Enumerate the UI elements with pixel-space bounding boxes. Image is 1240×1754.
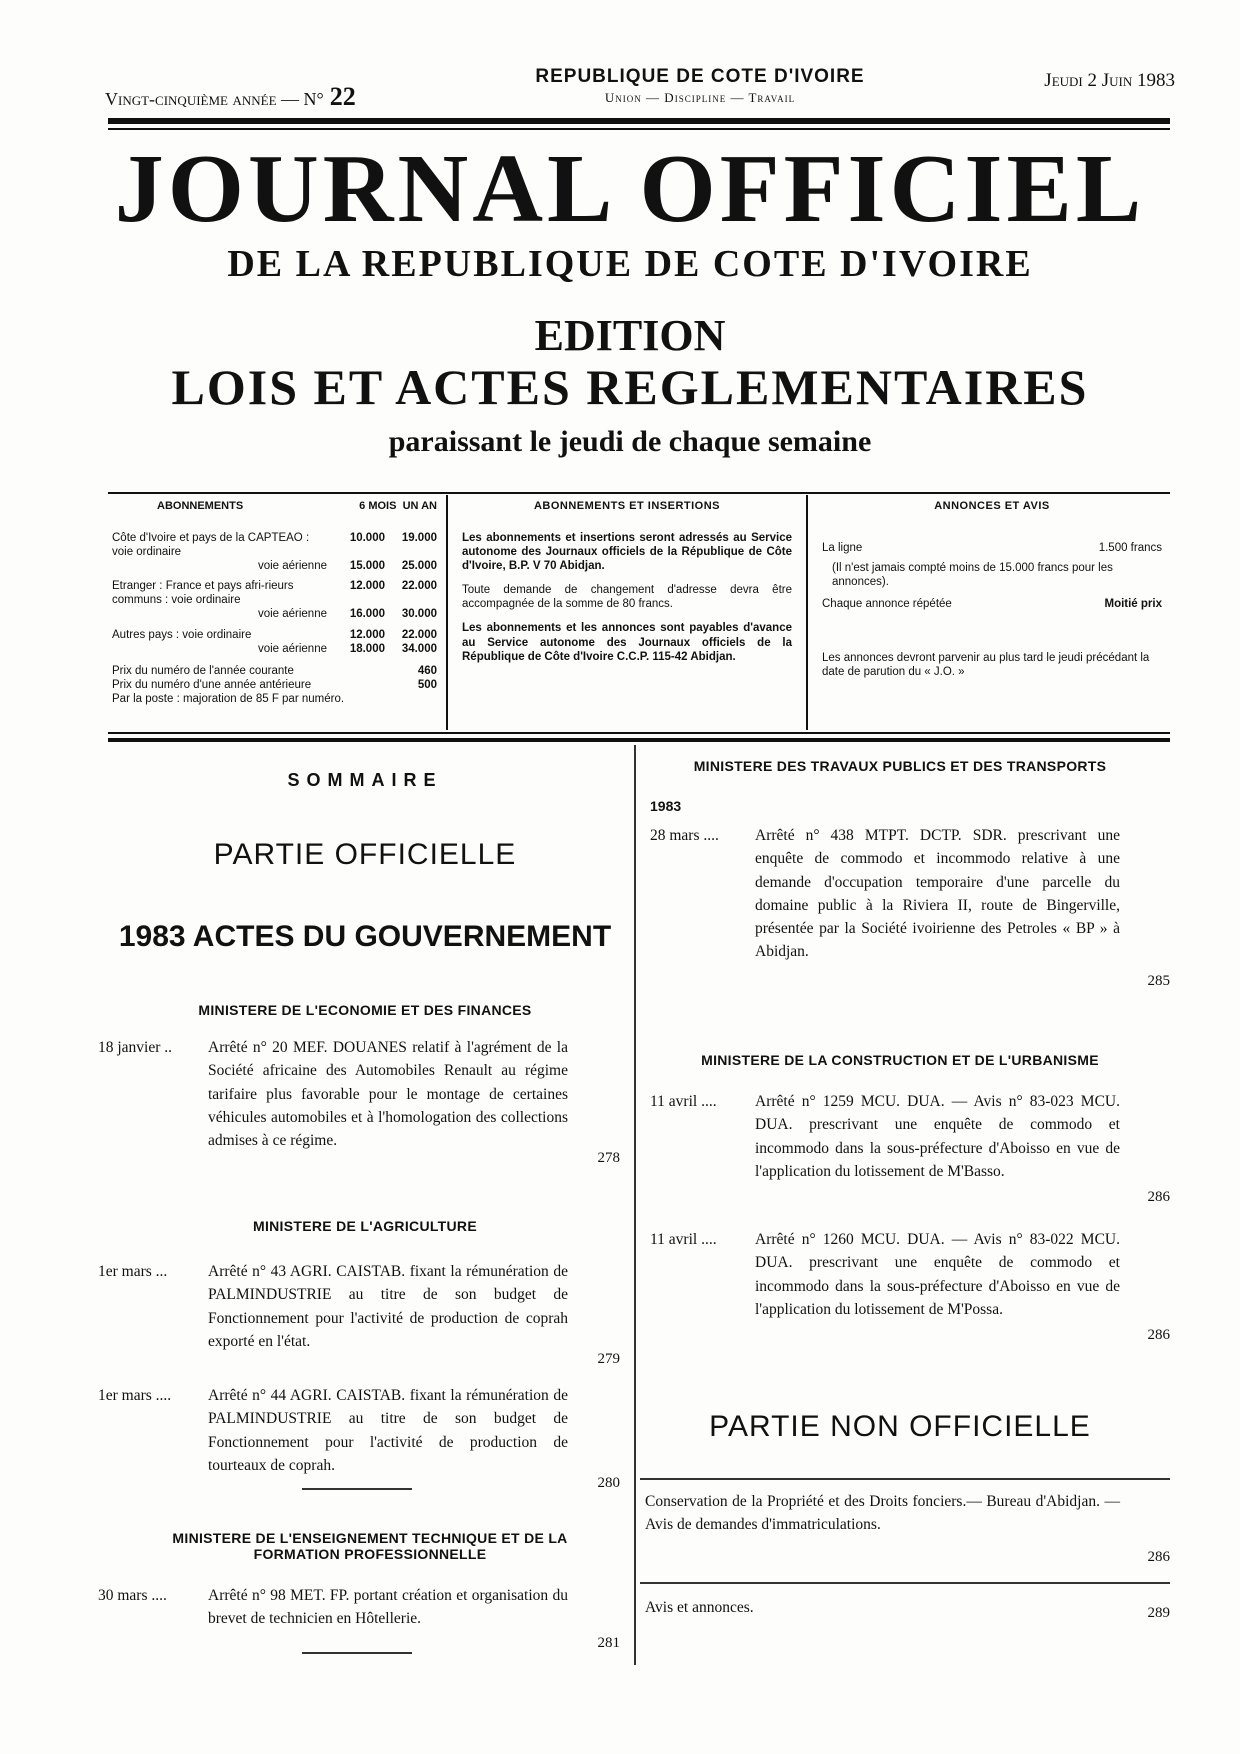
entry-date: 11 avril .... — [650, 1093, 717, 1110]
entry-text: Conservation de la Propriété et des Droits fonciers.— Bureau d'Abidjan. — Avis de demandes d'immatriculations. — [645, 1493, 1120, 1534]
abonnement-label: voie aérienne — [257, 642, 327, 655]
entry-date: 1er mars .... — [98, 1387, 172, 1404]
insertions-column — [462, 500, 792, 725]
entry-page: 286 — [1147, 1326, 1170, 1343]
non-officielle-rule — [640, 1478, 1170, 1480]
repetee-label: Chaque annonce répétée — [822, 598, 952, 611]
entry-page: 278 — [597, 1149, 620, 1166]
frequency: paraissant le jeudi de chaque semaine — [388, 425, 872, 458]
price-6mois: 16.000 — [349, 608, 385, 621]
insertions-p1: Les abonnements et insertions seront adressés au Service autonome des Journaux officiels de la République de Côte d'Ivoire, B.P. V 70 Abidjan. — [462, 532, 792, 573]
abonnement-row — [112, 607, 437, 624]
price-an: 25.000 — [401, 560, 437, 573]
abonnement-row — [112, 559, 437, 576]
abonnement-label: Etranger : France et pays afri-rieurs communs : voie ordinaire — [112, 580, 294, 607]
entry-page: 286 — [1147, 1188, 1170, 1205]
col-6mois: 6 MOIS — [359, 500, 397, 512]
insertions-p2: Toute demande de changement d'adresse devra être accompagnée de la somme de 80 francs. — [462, 584, 792, 611]
ministry-construction: MINISTERE DE LA CONSTRUCTION ET DE L'URBANISME — [701, 1052, 1099, 1068]
annonces-title: ANNONCES ET AVIS — [934, 500, 1050, 512]
ministry-economie: MINISTERE DE L'ECONOMIE ET DES FINANCES — [198, 1002, 532, 1018]
abonnements-column — [112, 500, 437, 725]
abonnement-label: voie aérienne — [257, 560, 327, 573]
entry-separator — [302, 1488, 412, 1490]
issue-date: Jeudi 2 Juin 1983 — [1044, 70, 1175, 91]
masthead-title: JOURNAL OFFICIEL — [114, 135, 1146, 243]
box-divider-1 — [446, 495, 448, 730]
partie-non-officielle: PARTIE NON OFFICIELLE — [709, 1410, 1091, 1443]
entry-text: Arrêté n° 438 MTPT. DCTP. SDR. prescrivant une enquête de commodo et incommodo relative à une demande d'occupation temporaire d'une parcelle du domaine public à la Riviera II, route de Bingerville, présentée par la Société ivoirienne des Petroles « BP » à Abidjan. — [755, 827, 1120, 961]
ligne-label: La ligne — [822, 542, 863, 555]
deadline-note: Les annonces devront parvenir au plus tard le jeudi précédant la date de parution du « J.O. » — [822, 652, 1150, 679]
box-bottom-rule — [108, 732, 1170, 734]
motto: Union — Discipline — Travail — [604, 90, 796, 105]
price-an: 34.000 — [401, 642, 437, 655]
prix-row — [112, 678, 437, 692]
poste-note: Par la poste : majoration de 85 F par numéro. — [112, 692, 345, 705]
abonnement-row — [112, 576, 437, 607]
issue-number: 22 — [329, 82, 356, 111]
masthead-subtitle: DE LA REPUBLIQUE DE COTE D'IVOIRE — [227, 243, 1033, 285]
prix-value: 500 — [417, 678, 437, 691]
entry-enseignement-1 — [98, 1584, 620, 1656]
abonnement-label: voie aérienne — [257, 608, 327, 621]
abonnement-label: Autres pays : voie ordinaire — [112, 628, 252, 641]
republic-name: REPUBLIQUE DE COTE D'IVOIRE — [535, 66, 865, 87]
price-an: 22.000 — [401, 580, 437, 593]
entry-date: 1er mars ... — [98, 1263, 168, 1280]
entry-page: 279 — [597, 1350, 620, 1367]
price-an: 19.000 — [401, 532, 437, 545]
entry-separator — [302, 1652, 412, 1654]
entry-page: 281 — [597, 1634, 620, 1651]
entry-date: 30 mars .... — [98, 1587, 167, 1604]
price-6mois: 10.000 — [349, 532, 385, 545]
abonnement-row — [112, 642, 437, 656]
republic-block — [520, 66, 880, 106]
column-divider — [634, 745, 636, 1665]
ministry-travaux: MINISTERE DES TRAVAUX PUBLICS ET DES TRANSPORTS — [693, 758, 1107, 774]
min-note: (Il n'est jamais compté moins de 15.000 francs pour les annonces). — [832, 562, 1113, 589]
entry-date: 18 janvier .. — [98, 1039, 173, 1056]
ministry-enseignement: MINISTERE DE L'ENSEIGNEMENT TECHNIQUE ET DE LA FORMATION PROFESSIONNELLE — [172, 1530, 568, 1562]
prix-value: 460 — [417, 664, 437, 677]
entry-page: 285 — [1147, 972, 1170, 989]
box-bottom-rule-thick — [108, 738, 1170, 742]
entry-date: 28 mars .... — [650, 827, 719, 844]
travaux-year: 1983 — [650, 798, 682, 814]
entry-page: 280 — [597, 1474, 620, 1491]
entry-economie-1 — [98, 1036, 620, 1171]
non-officielle-rule-2 — [640, 1582, 1170, 1584]
actes-title: 1983 ACTES DU GOUVERNEMENT — [118, 920, 612, 953]
prix-row — [112, 664, 437, 678]
price-6mois: 12.000 — [349, 628, 385, 641]
entry-non-officielle-1 — [645, 1490, 1170, 1570]
abonnement-row — [112, 625, 437, 642]
edition-label: EDITION — [534, 311, 726, 360]
entry-text: Arrêté n° 98 MET. FP. portant création et organisation du brevet de technicien en Hôtellerie. — [208, 1587, 568, 1628]
prix-label: Prix du numéro de l'année courante — [112, 664, 294, 677]
annonces-column — [822, 500, 1162, 725]
col-an: UN AN — [402, 500, 437, 512]
prix-table — [112, 664, 437, 692]
top-rule-thin — [108, 128, 1170, 130]
entry-text: Arrêté n° 1259 MCU. DUA. — Avis n° 83-023 MCU. DUA. prescrivant une enquête de commodo et incommodo dans la sous-préfecture d'Aboisso en vue de l'application du lotissement de M'Basso. — [755, 1093, 1120, 1180]
price-6mois: 12.000 — [349, 580, 385, 593]
entry-text: Arrêté n° 1260 MCU. DUA. — Avis n° 83-022 MCU. DUA. prescrivant une enquête de commodo et incommodo dans la sous-préfecture d'Aboisso en vue de l'application du lotissement de M'Possa. — [755, 1231, 1120, 1318]
top-rule — [108, 118, 1170, 124]
year-issue — [105, 82, 356, 112]
sommaire-title: SOMMAIRE — [287, 770, 443, 790]
abonnement-label: Côte d'Ivoire et pays de la CAPTEAO : voie ordinaire — [112, 532, 310, 559]
price-an: 30.000 — [401, 608, 437, 621]
partie-officielle: PARTIE OFFICIELLE — [213, 838, 517, 871]
year-label: Vingt-cinquième année — N° — [105, 89, 324, 109]
ligne-value: 1.500 francs — [1098, 542, 1162, 555]
entry-construction-2 — [650, 1228, 1170, 1348]
entry-agriculture-2 — [98, 1384, 620, 1496]
abonnements-title: ABONNEMENTS — [157, 500, 244, 512]
price-an: 22.000 — [401, 628, 437, 641]
insertions-p3: Les abonnements et les annonces sont payables d'avance au Service autonome des Journaux officiels de la République de Côte d'Ivoire C.C.P. 115-42 Abidjan. — [462, 622, 792, 663]
insertions-title: ABONNEMENTS ET INSERTIONS — [533, 500, 721, 512]
entry-non-officielle-2 — [645, 1596, 1170, 1626]
ministry-agriculture: MINISTERE DE L'AGRICULTURE — [253, 1218, 477, 1234]
entry-text: Arrêté n° 44 AGRI. CAISTAB. fixant la rémunération de PALMINDUSTRIE au titre de son budget de Fonctionnement pour l'activité de production de tourteaux de coprah. — [208, 1387, 568, 1474]
entry-page: 289 — [1147, 1604, 1170, 1621]
entry-text: Avis et annonces. — [645, 1599, 754, 1616]
entry-page: 286 — [1147, 1548, 1170, 1565]
entry-text: Arrêté n° 43 AGRI. CAISTAB. fixant la rémunération de PALMINDUSTRIE au titre de son budget de Fonctionnement pour l'activité de production de coprah exporté en l'état. — [208, 1263, 568, 1350]
box-top-rule — [108, 492, 1170, 494]
box-divider-2 — [806, 495, 808, 730]
price-6mois: 15.000 — [349, 560, 385, 573]
abonnements-table — [112, 531, 437, 655]
entry-date: 11 avril .... — [650, 1231, 717, 1248]
edition-type: LOIS ET ACTES REGLEMENTAIRES — [171, 359, 1089, 415]
repetee-value: Moitié prix — [1104, 598, 1162, 611]
entry-travaux-1 — [650, 824, 1170, 994]
entry-construction-1 — [650, 1090, 1170, 1210]
prix-label: Prix du numéro d'une année antérieure — [112, 678, 312, 691]
entry-agriculture-1 — [98, 1260, 620, 1372]
price-6mois: 18.000 — [349, 642, 385, 655]
entry-text: Arrêté n° 20 MEF. DOUANES relatif à l'agrément de la Société africaine des Automobiles Renault au régime tarifaire plus favorable pour le montage de certaines véhicules automobiles et à l'homologation des collections admises à ce régime. — [208, 1039, 568, 1149]
abonnement-row — [112, 531, 437, 559]
